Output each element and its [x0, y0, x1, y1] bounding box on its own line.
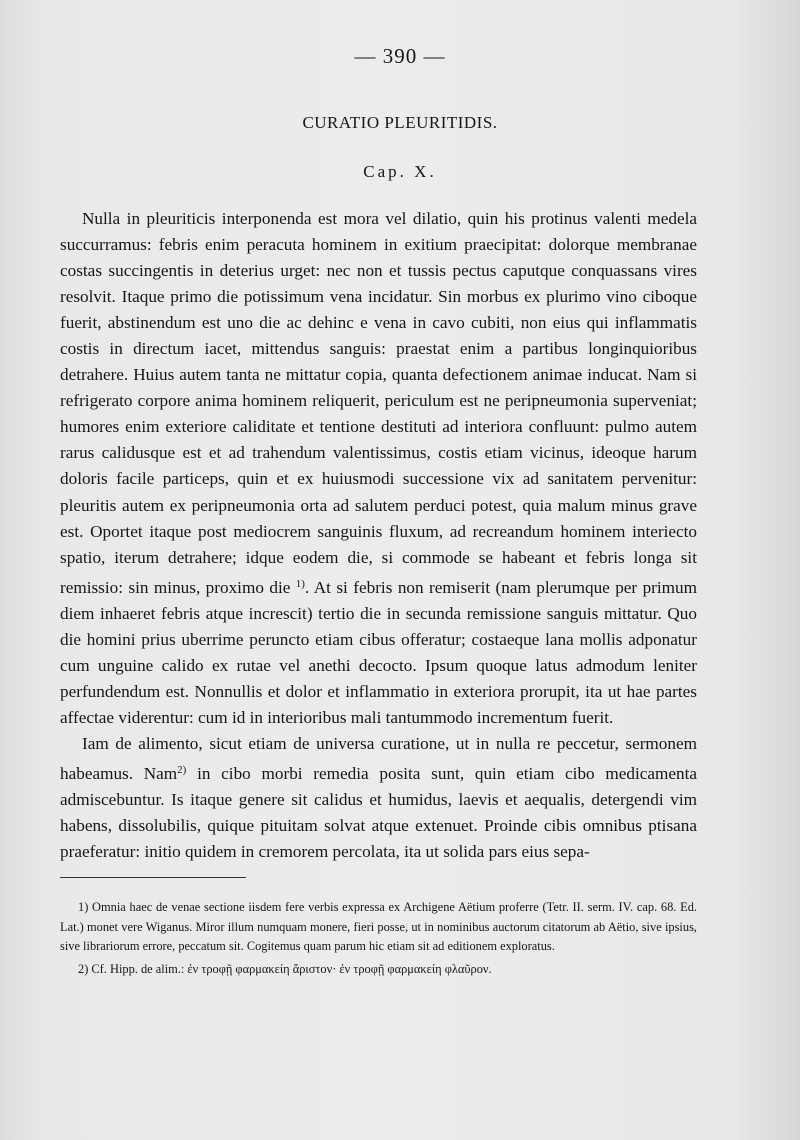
- paragraph-2: [60, 731, 697, 865]
- paragraph-1: [60, 206, 697, 731]
- footnote-1: 1) Omnia haec de venae sectione iisdem fere verbis expressa ex Archigene Aëtium proferre (Tetr. II. serm. IV. cap. 68. Ed. Lat.) monet vere Wiganus. Miror illum numquam monere, fieri posse, ut in nominibus auctorum citatorum ab Aëtio, sive ipsius, sive librariorum errore, peccatum sit. Cogitemus quam parum hic etiam sit ad editionem exploratus.: [60, 900, 697, 953]
- footnote-ref-1[interactable]: 1): [295, 577, 305, 590]
- footnote-separator: [60, 877, 246, 878]
- paragraph-1-text-b: . At si febris non remiserit (nam plerumque per primum diem inhaeret febris atque increscit) tertio die in secunda remissione sanguis mittatur. Quo die homini prius uberrime peruncto etiam cibus offeratur; costaeque lana mollis adponatur cum unguine calido ex rutae vel anethi decocto. Ipsum quoque latus admodum leniter perfundendum est. Nonnullis et dolor et inflammatio in exteriora prorupit, ita ut hae partes affectae viderentur: cum id in interioribus mali tantummodo incrementum fuerit.: [60, 577, 698, 727]
- paragraph-2-text-b: in cibo morbi remedia posita sunt, quin etiam cibo medicamenta admiscebuntur. Is itaque genere sit calidus et humidus, laevis et aequalis, detergendi vim habens, dissolubilis, quique pituitam solvat atque extenuet. Proinde cibis omnibus ptisana praeferatur: initio quidem in cremorem percolata, ita ut solida pars eius sepa-: [60, 763, 697, 862]
- paragraph-1-text-a: Nulla in pleuriticis interponenda est mora vel dilatio, quin his protinus valenti medela succurramus: febris enim peracuta hominem in exitium praecipitat: dolorque membranae costas succingentis in deterius urget: nec non et tussis pectus caputque conquassans vires resolvit. Itaque primo die potissimum vena incidatur. Sin morbus ex plurimo vino ciboque fuerit, abstinendum est uno die ac dehinc e vena in cavo cubiti, non eius qui inflammatis costis in directum iacet, mittendus sanguis: praestat enim a partibus longinquioribus detrahere. Huius autem tanta ne mittatur copia, quanta defectionem animae inducat. Nam si refrigerato corpore anima hominem reliquerit, periculum est ne peripneumonia superveniat; humores enim exteriore caliditate et tentione destituti ad interiora confluunt: pulmo autem rarus calidusque est et ad trahendum valentissimus, costis etiam vicinus, ideoque harum doloris facile particeps, quin et ex huiusmodi successione vix ad sanitatem pervenitur: pleuritis autem ex peripneumonia orta ad salutem perduci potest, quia malum minus grave est. Oportet itaque post mediocrem sanguinis fluxum, ad recreandum hominem interiecto spatio, iterum detrahere; idque eodem die, si commode se habeant et febris longa sit remissio: sin minus, proximo die: [60, 209, 697, 597]
- chapter-title: CURATIO PLEURITIDIS.: [302, 113, 498, 132]
- page-number: — 390 —: [354, 44, 446, 68]
- footnote-2: 2) Cf. Hipp. de alim.: ἐν τροφῇ φαρμακείη ἄριστον· ἐν τροφῇ φαρμακείη φλαῦρον.: [78, 961, 492, 976]
- chapter-number: Cap. X.: [363, 162, 437, 181]
- paragraph-2-text-a: Iam de alimento, sicut etiam de universa curatione, ut in nulla re peccetur, sermonem habeamus. Nam: [60, 733, 697, 783]
- main-text: [60, 206, 697, 865]
- footnote-ref-2[interactable]: 2): [177, 763, 187, 776]
- footnotes: [60, 898, 697, 982]
